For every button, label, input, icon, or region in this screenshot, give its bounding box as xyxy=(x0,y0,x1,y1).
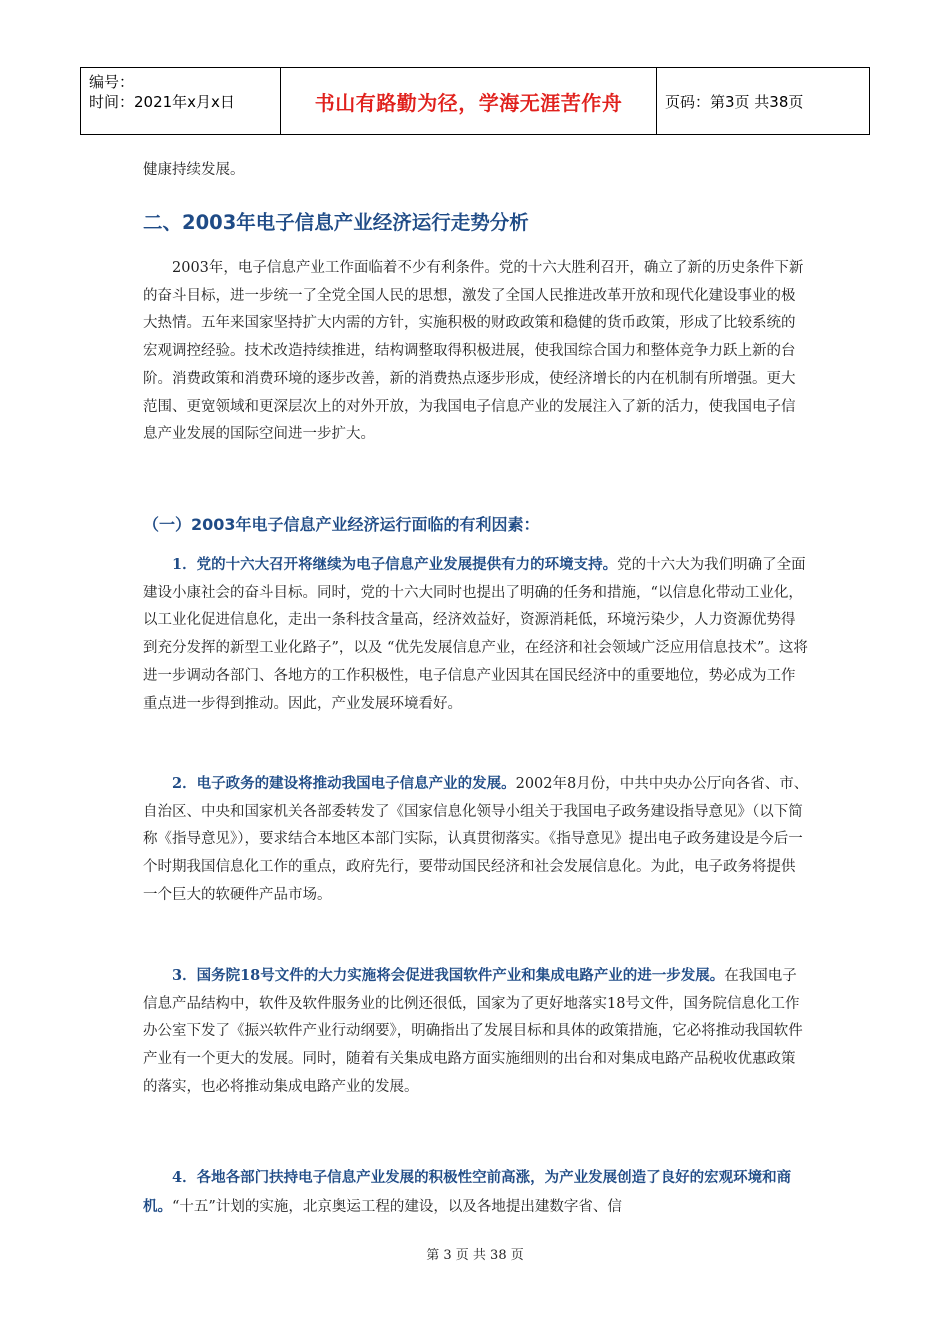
item-paragraph-2 xyxy=(143,770,809,910)
date-label: 时间：2021年x月x日 xyxy=(89,93,235,111)
header-meta-cell xyxy=(81,68,281,134)
item-paragraph-3 xyxy=(143,962,809,1102)
continuation-text: 健康持续发展。 xyxy=(143,162,245,178)
motto: 书山有路勤为径，学海无涯苦作舟 xyxy=(281,68,657,134)
item-lead-2: 2．电子政务的建设将推动我国电子信息产业的发展。 xyxy=(172,775,516,792)
header-table xyxy=(80,67,870,135)
number-label: 编号： xyxy=(89,73,135,91)
item-lead-4: 4．各地各部门扶持电子信息产业发展的积极性空前高涨，为产业发展创造了良好的宏观环境和商机。 xyxy=(143,1169,792,1215)
item-lead-1: 1．党的十六大召开将继续为电子信息产业发展提供有力的环境支持。 xyxy=(172,556,618,573)
section-title: 二、2003年电子信息产业经济运行走势分析 xyxy=(143,211,529,234)
item-text-4: “十五”计划的实施，北京奥运工程的建设，以及各地提出建数字省、信 xyxy=(172,1198,622,1215)
item-paragraph-1 xyxy=(143,551,809,718)
item-lead-3: 3．国务院18号文件的大力实施将会促进我国软件产业和集成电路产业的进一步发展。 xyxy=(172,967,725,984)
item-text-3: 在我国电子信息产品结构中，软件及软件服务业的比例还很低，国家为了更好地落实18号文件，国务院信息化工作办公室下发了《振兴软件产业行动纲要》，明确指出了发展目标和具体的政策措施，它必将推动我国软件产业有一个更大的发展。同时，随着有关集成电路方面实施细则的出台和对集成电路产品税收优惠政策的落实，也必将推动集成电路产业的发展。 xyxy=(143,968,803,1095)
page-footer: 第 3 页 共 38 页 xyxy=(426,1248,524,1263)
page-label: 页码：第3页 共38页 xyxy=(665,92,804,111)
intro-paragraph: 2003年，电子信息产业工作面临着不少有利条件。党的十六大胜利召开，确立了新的历史条件下新的奋斗目标，进一步统一了全党全国人民的思想，激发了全国人民推进改革开放和现代化建设事业的极大热情。五年来国家坚持扩大内需的方针，实施积极的财政政策和稳健的货币政策，形成了比较系统的宏观调控经验。技术改造持续推进，结构调整取得积极进展，使我国综合国力和整体竞争力跃上新的台阶。消费政策和消费环境的逐步改善，新的消费热点逐步形成，使经济增长的内在机制有所增强。更大范围、更宽领域和更深层次上的对外开放，为我国电子信息产业的发展注入了新的活力，使我国电子信息产业发展的国际空间进一步扩大。 xyxy=(143,260,804,443)
item-text-1: 党的十六大为我们明确了全面建设小康社会的奋斗目标。同时，党的十六大同时也提出了明确的任务和措施，“以信息化带动工业化，以工业化促进信息化，走出一条科技含量高，经济效益好，资源消耗低，环境污染少，人力资源优势得到充分发挥的新型工业化路子”，以及 “优先发展信息产业，在经济和社会领域广泛应用信息技术”。这将进一步调动各部门、各地方的工作积极性，电子信息产业因其在国民经济中的重要地位，势必成为工作重点进一步得到推动。因此，产业发展环境看好。 xyxy=(143,557,808,712)
item-text-2: 2002年8月份，中共中央办公厅向各省、市、自治区、中央和国家机关各部委转发了《国家信息化领导小组关于我国电子政务建设指导意见》（以下简称《指导意见》），要求结合本地区本部门实际，认真贯彻落实。《指导意见》提出电子政务建设是今后一个时期我国信息化工作的重点，政府先行，要带动国民经济和社会发展信息化。为此，电子政务将提供一个巨大的软硬件产品市场。 xyxy=(143,776,809,903)
item-paragraph-4 xyxy=(143,1164,809,1221)
subsection-title: （一）2003年电子信息产业经济运行面临的有利因素： xyxy=(143,515,540,534)
